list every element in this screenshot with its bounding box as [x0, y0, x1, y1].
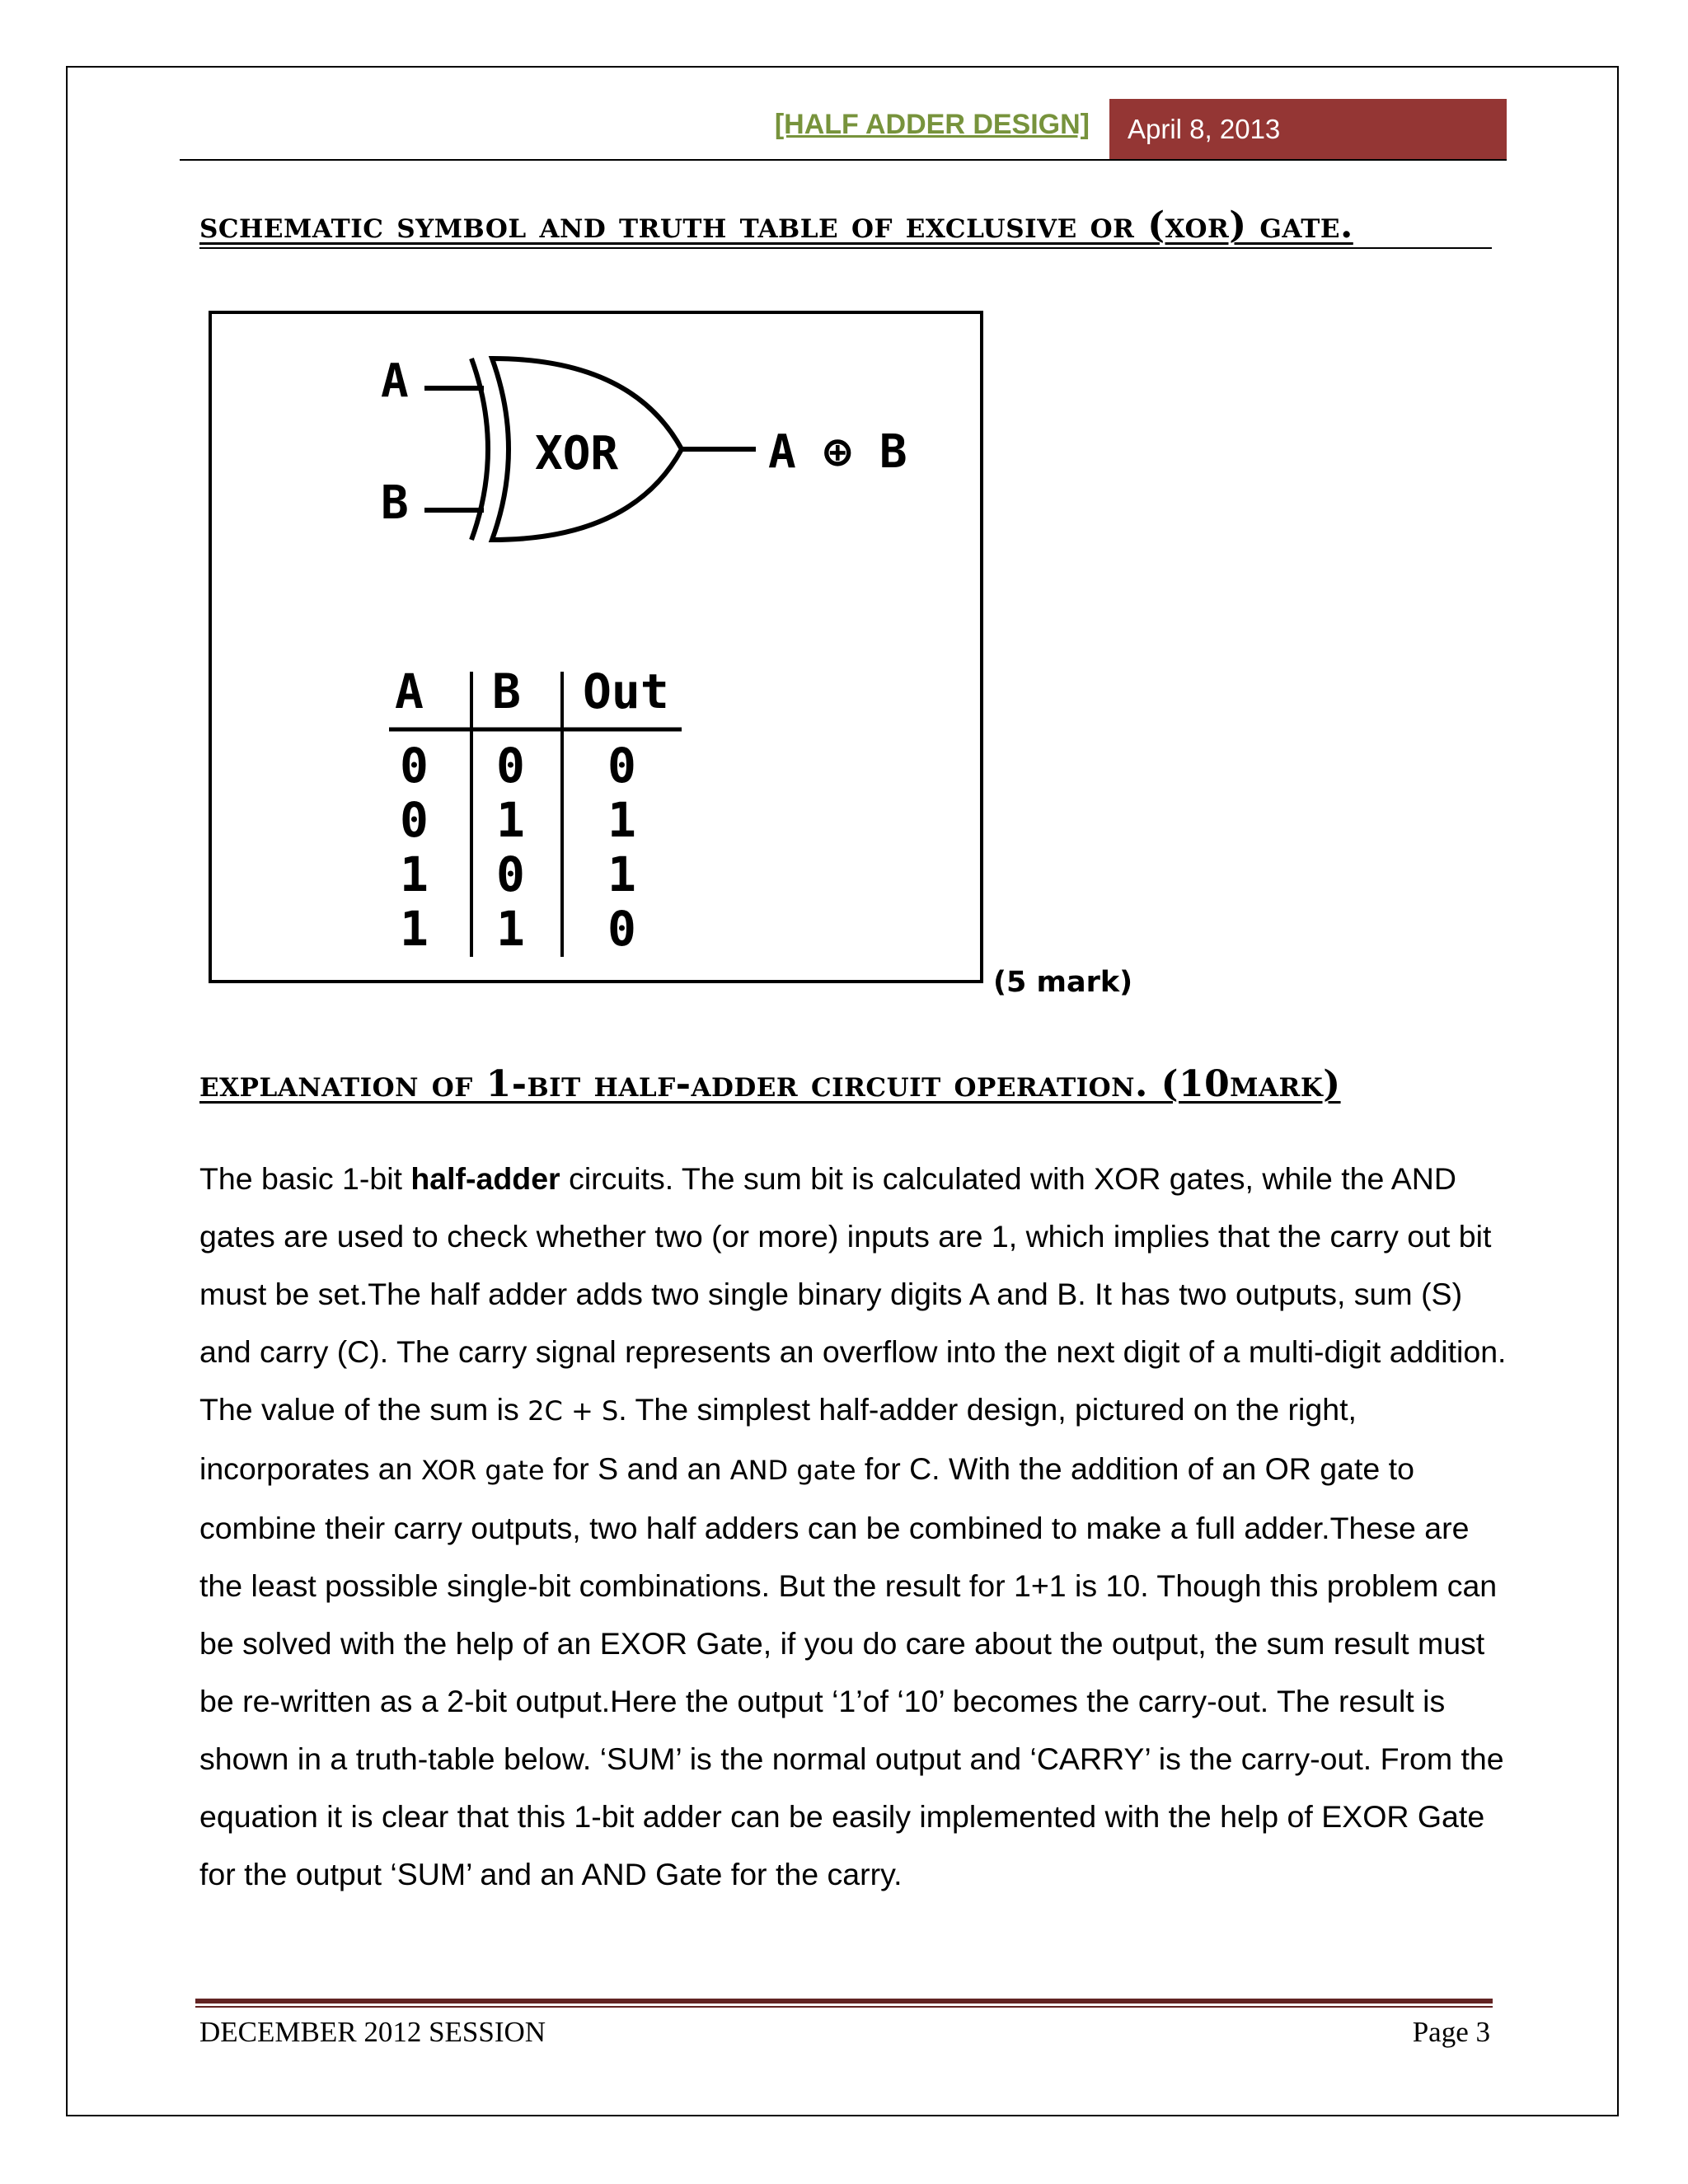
cell: 0 [400, 738, 429, 794]
section-heading-explanation: explanation of 1-bit half-adder circuit operation. (10mark) [199, 1063, 1341, 1105]
header-rule [180, 159, 1507, 161]
cell: 0 [400, 792, 429, 848]
section-heading-xor: schematic symbol and truth table of exclusive or (xor) gate. [199, 204, 1353, 246]
cell: 0 [496, 846, 525, 902]
cell: 1 [607, 846, 636, 902]
cell: 0 [607, 738, 636, 794]
footer-page-number: Page 3 [1412, 2016, 1490, 2048]
explanation-paragraph: The basic 1-bit half-adder circuits. The sum bit is calculated with XOR gates, while the AND gates are used to check whether two (or more) inputs are 1, which implies that the carry out bit must be set.The half adder adds two single binary digits A and B. It has two outputs, sum (S) and carry (C). The carry signal represents an overflow into the next digit of a multi-digit addition. The value of the sum is 2C + S. The simplest half-adder design, pictured on the right, incorporates an XOR gate for S and an AND gate for C. With the addition of an OR gate to combine their carry outputs, two half adders can be combined to make a full adder.These are the least possible single-bit combinations. But the result for 1+1 is 10. Though this problem can be solved with the help of an EXOR Gate, if you do care about the output, the sum result must be re-written as a 2-bit output.Here the output ‘1’of ‘10’ becomes the carry-out. The result is shown in a truth-table below. ‘SUM’ is the normal output and ‘CARRY’ is the carry-out. From the equation it is clear that this 1-bit adder can be easily implemented with the help of EXOR Gate for the output ‘SUM’ and an AND Gate for the carry. [199, 1161, 1507, 1891]
th-out: Out [583, 663, 669, 719]
output-label: A ⊕ B [768, 425, 907, 479]
cell: 1 [496, 792, 525, 848]
cell: 0 [607, 901, 636, 957]
input-a-label: A [381, 354, 409, 408]
mark-label: (5 mark) [993, 966, 1133, 999]
th-a: A [395, 663, 424, 719]
footer-rule-thick [195, 1999, 1493, 2004]
cell: 1 [607, 792, 636, 848]
header-title: [HALF ADDER DESIGN] [774, 109, 1090, 140]
cell: 1 [496, 901, 525, 957]
cell: 1 [400, 846, 429, 902]
header-date: April 8, 2013 [1109, 99, 1507, 160]
footer-rule-thin [195, 2006, 1493, 2008]
heading-rule [199, 247, 1492, 249]
gate-label: XOR [535, 427, 619, 480]
cell: 0 [496, 738, 525, 794]
xor-diagram [212, 314, 980, 980]
xor-figure [209, 311, 983, 983]
footer-session: DECEMBER 2012 SESSION [199, 2016, 546, 2048]
cell: 1 [400, 901, 429, 957]
th-b: B [492, 663, 521, 719]
input-b-label: B [381, 476, 409, 530]
